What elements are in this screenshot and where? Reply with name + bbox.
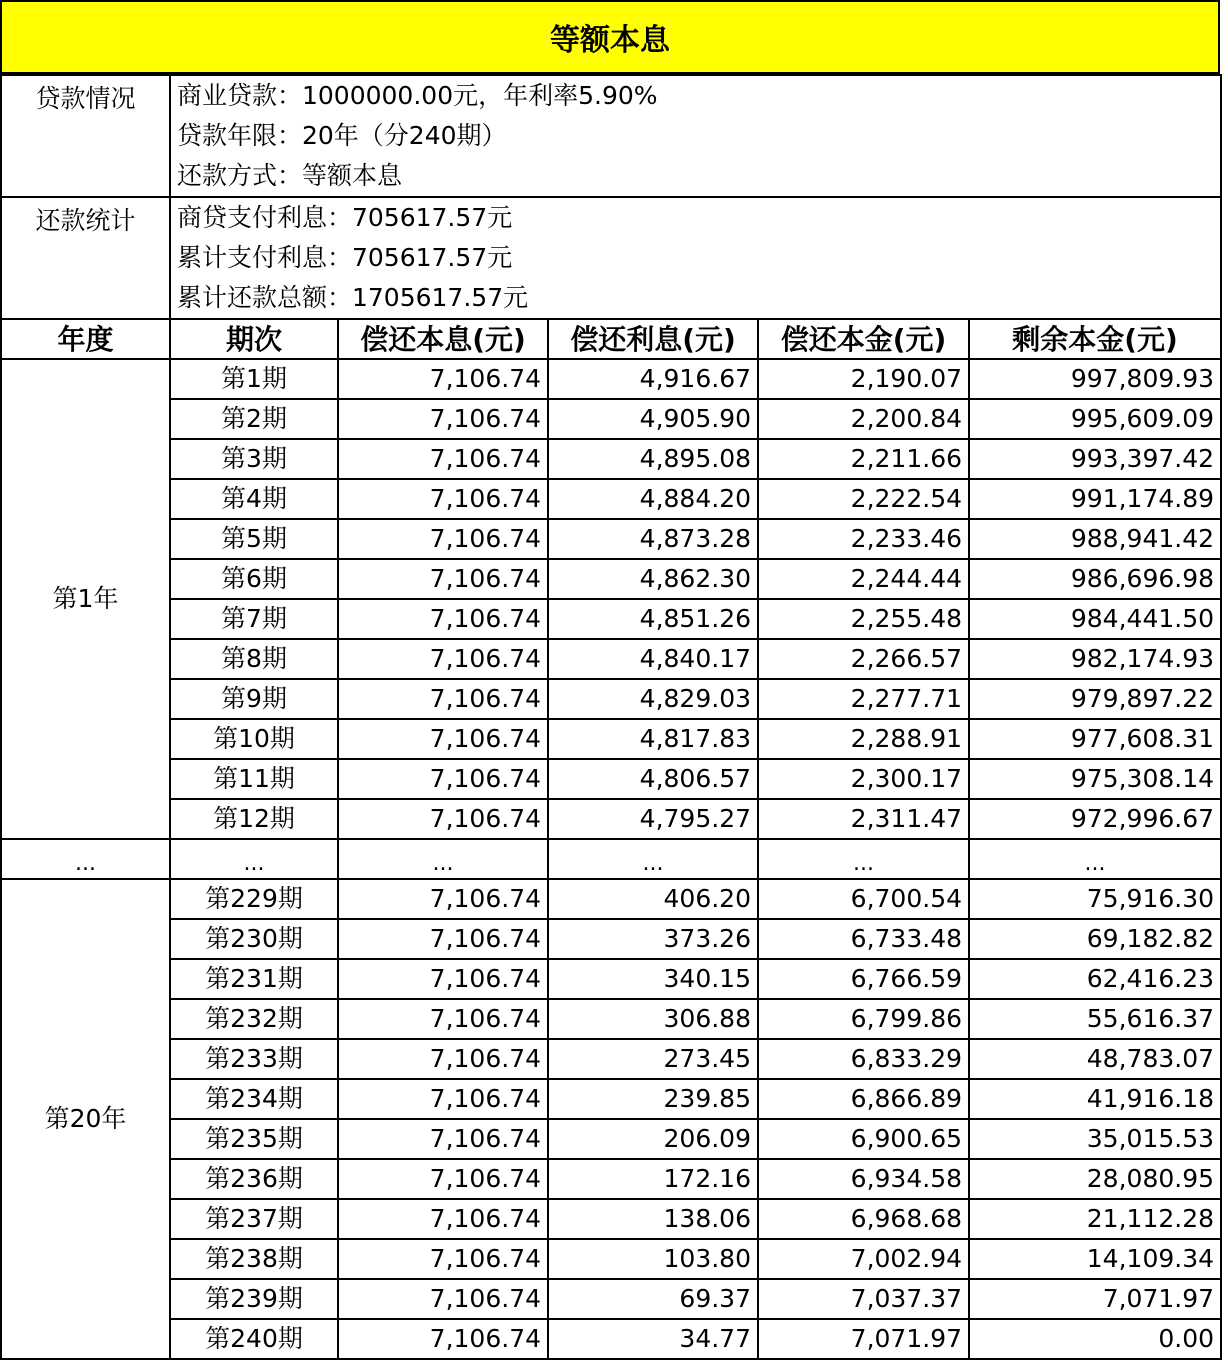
period-cell: 第3期	[170, 439, 338, 479]
table-row	[1, 879, 1221, 919]
table-row	[1, 999, 1221, 1039]
principal-cell: 2,255.48	[758, 599, 969, 639]
period-cell: 第237期	[170, 1199, 338, 1239]
period-cell: 第5期	[170, 519, 338, 559]
sheet-title: 等额本息	[0, 0, 1220, 74]
ellipsis-cell: ...	[338, 839, 548, 879]
principal-cell: 2,211.66	[758, 439, 969, 479]
interest-cell: 172.16	[548, 1159, 758, 1199]
remaining-cell: 975,308.14	[969, 759, 1221, 799]
loan-info-line: 贷款年限：20年（分240期）	[177, 121, 507, 150]
payment-cell: 7,106.74	[338, 799, 548, 839]
header-interest: 偿还利息(元)	[548, 319, 758, 359]
remaining-cell: 28,080.95	[969, 1159, 1221, 1199]
ellipsis-row	[1, 839, 1221, 879]
interest-cell: 4,895.08	[548, 439, 758, 479]
principal-cell: 2,266.57	[758, 639, 969, 679]
remaining-cell: 984,441.50	[969, 599, 1221, 639]
payment-cell: 7,106.74	[338, 399, 548, 439]
interest-cell: 4,817.83	[548, 719, 758, 759]
principal-cell: 6,700.54	[758, 879, 969, 919]
table-row	[1, 519, 1221, 559]
interest-cell: 69.37	[548, 1279, 758, 1319]
remaining-cell: 35,015.53	[969, 1119, 1221, 1159]
year-cell: 第20年	[1, 879, 170, 1359]
repay-stats-row	[1, 197, 1221, 319]
payment-cell: 7,106.74	[338, 559, 548, 599]
table-row	[1, 1239, 1221, 1279]
loan-info-label: 贷款情况	[1, 75, 170, 197]
repay-stats-label: 还款统计	[1, 197, 170, 319]
period-cell: 第11期	[170, 759, 338, 799]
remaining-cell: 55,616.37	[969, 999, 1221, 1039]
table-row	[1, 919, 1221, 959]
payment-cell: 7,106.74	[338, 959, 548, 999]
remaining-cell: 979,897.22	[969, 679, 1221, 719]
interest-cell: 4,851.26	[548, 599, 758, 639]
payment-cell: 7,106.74	[338, 879, 548, 919]
principal-cell: 2,222.54	[758, 479, 969, 519]
principal-cell: 6,766.59	[758, 959, 969, 999]
table-row	[1, 479, 1221, 519]
period-cell: 第230期	[170, 919, 338, 959]
interest-cell: 340.15	[548, 959, 758, 999]
remaining-cell: 988,941.42	[969, 519, 1221, 559]
table-row	[1, 399, 1221, 439]
interest-cell: 4,829.03	[548, 679, 758, 719]
interest-cell: 306.88	[548, 999, 758, 1039]
interest-cell: 4,795.27	[548, 799, 758, 839]
period-cell: 第240期	[170, 1319, 338, 1359]
remaining-cell: 14,109.34	[969, 1239, 1221, 1279]
period-cell: 第229期	[170, 879, 338, 919]
period-cell: 第236期	[170, 1159, 338, 1199]
ellipsis-cell: ...	[548, 839, 758, 879]
payment-cell: 7,106.74	[338, 359, 548, 399]
period-cell: 第1期	[170, 359, 338, 399]
period-cell: 第235期	[170, 1119, 338, 1159]
repay-stats-line: 累计支付利息：705617.57元	[177, 243, 513, 272]
principal-cell: 6,900.65	[758, 1119, 969, 1159]
table-row	[1, 1079, 1221, 1119]
payment-cell: 7,106.74	[338, 479, 548, 519]
interest-cell: 239.85	[548, 1079, 758, 1119]
ellipsis-cell: ...	[969, 839, 1221, 879]
interest-cell: 34.77	[548, 1319, 758, 1359]
interest-cell: 138.06	[548, 1199, 758, 1239]
principal-cell: 7,002.94	[758, 1239, 969, 1279]
payment-cell: 7,106.74	[338, 639, 548, 679]
table-row	[1, 799, 1221, 839]
payment-cell: 7,106.74	[338, 759, 548, 799]
period-cell: 第232期	[170, 999, 338, 1039]
remaining-cell: 991,174.89	[969, 479, 1221, 519]
principal-cell: 2,244.44	[758, 559, 969, 599]
interest-cell: 273.45	[548, 1039, 758, 1079]
repay-stats-line: 商贷支付利息：705617.57元	[177, 203, 513, 232]
period-cell: 第7期	[170, 599, 338, 639]
table-row	[1, 559, 1221, 599]
table-row	[1, 1199, 1221, 1239]
interest-cell: 4,873.28	[548, 519, 758, 559]
remaining-cell: 982,174.93	[969, 639, 1221, 679]
remaining-cell: 986,696.98	[969, 559, 1221, 599]
ellipsis-cell: ...	[758, 839, 969, 879]
period-cell: 第231期	[170, 959, 338, 999]
loan-info-line: 商业贷款：1000000.00元，年利率5.90%	[177, 81, 658, 110]
payment-cell: 7,106.74	[338, 1039, 548, 1079]
remaining-cell: 62,416.23	[969, 959, 1221, 999]
period-cell: 第9期	[170, 679, 338, 719]
table-row	[1, 639, 1221, 679]
table-row	[1, 1159, 1221, 1199]
remaining-cell: 7,071.97	[969, 1279, 1221, 1319]
period-cell: 第233期	[170, 1039, 338, 1079]
period-cell: 第2期	[170, 399, 338, 439]
header-payment: 偿还本息(元)	[338, 319, 548, 359]
remaining-cell: 977,608.31	[969, 719, 1221, 759]
interest-cell: 206.09	[548, 1119, 758, 1159]
payment-cell: 7,106.74	[338, 1199, 548, 1239]
period-cell: 第8期	[170, 639, 338, 679]
remaining-cell: 69,182.82	[969, 919, 1221, 959]
interest-cell: 4,806.57	[548, 759, 758, 799]
loan-info-line: 还款方式：等额本息	[177, 161, 403, 190]
principal-cell: 2,311.47	[758, 799, 969, 839]
remaining-cell: 21,112.28	[969, 1199, 1221, 1239]
principal-cell: 2,190.07	[758, 359, 969, 399]
table-row	[1, 359, 1221, 399]
payment-cell: 7,106.74	[338, 439, 548, 479]
interest-cell: 373.26	[548, 919, 758, 959]
principal-cell: 6,733.48	[758, 919, 969, 959]
principal-cell: 6,968.68	[758, 1199, 969, 1239]
period-cell: 第238期	[170, 1239, 338, 1279]
payment-cell: 7,106.74	[338, 1159, 548, 1199]
repayment-table	[0, 74, 1222, 1360]
payment-cell: 7,106.74	[338, 719, 548, 759]
loan-info-row	[1, 75, 1221, 197]
interest-cell: 4,905.90	[548, 399, 758, 439]
interest-cell: 4,884.20	[548, 479, 758, 519]
principal-cell: 6,934.58	[758, 1159, 969, 1199]
remaining-cell: 993,397.42	[969, 439, 1221, 479]
table-row	[1, 439, 1221, 479]
interest-cell: 4,862.30	[548, 559, 758, 599]
loan-info-details	[170, 75, 1221, 197]
period-cell: 第4期	[170, 479, 338, 519]
payment-cell: 7,106.74	[338, 679, 548, 719]
table-row	[1, 1039, 1221, 1079]
interest-cell: 406.20	[548, 879, 758, 919]
header-year: 年度	[1, 319, 170, 359]
header-period: 期次	[170, 319, 338, 359]
payment-cell: 7,106.74	[338, 1319, 548, 1359]
period-cell: 第234期	[170, 1079, 338, 1119]
table-row	[1, 1319, 1221, 1359]
table-row	[1, 959, 1221, 999]
payment-cell: 7,106.74	[338, 1239, 548, 1279]
table-row	[1, 679, 1221, 719]
payment-cell: 7,106.74	[338, 1279, 548, 1319]
period-cell: 第6期	[170, 559, 338, 599]
table-row	[1, 759, 1221, 799]
period-cell: 第12期	[170, 799, 338, 839]
period-cell: 第239期	[170, 1279, 338, 1319]
remaining-cell: 75,916.30	[969, 879, 1221, 919]
principal-cell: 2,288.91	[758, 719, 969, 759]
period-cell: 第10期	[170, 719, 338, 759]
principal-cell: 7,071.97	[758, 1319, 969, 1359]
repay-stats-line: 累计还款总额：1705617.57元	[177, 283, 529, 312]
table-row	[1, 719, 1221, 759]
principal-cell: 6,833.29	[758, 1039, 969, 1079]
header-principal: 偿还本金(元)	[758, 319, 969, 359]
remaining-cell: 0.00	[969, 1319, 1221, 1359]
remaining-cell: 48,783.07	[969, 1039, 1221, 1079]
principal-cell: 2,277.71	[758, 679, 969, 719]
remaining-cell: 995,609.09	[969, 399, 1221, 439]
remaining-cell: 972,996.67	[969, 799, 1221, 839]
interest-cell: 4,916.67	[548, 359, 758, 399]
payment-cell: 7,106.74	[338, 599, 548, 639]
payment-cell: 7,106.74	[338, 1119, 548, 1159]
ellipsis-cell: ...	[1, 839, 170, 879]
table-row	[1, 1279, 1221, 1319]
repay-stats-details	[170, 197, 1221, 319]
header-remaining: 剩余本金(元)	[969, 319, 1221, 359]
principal-cell: 7,037.37	[758, 1279, 969, 1319]
year-cell: 第1年	[1, 359, 170, 839]
principal-cell: 2,200.84	[758, 399, 969, 439]
principal-cell: 6,866.89	[758, 1079, 969, 1119]
payment-cell: 7,106.74	[338, 1079, 548, 1119]
ellipsis-cell: ...	[170, 839, 338, 879]
interest-cell: 103.80	[548, 1239, 758, 1279]
header-row	[1, 319, 1221, 359]
table-row	[1, 599, 1221, 639]
payment-cell: 7,106.74	[338, 519, 548, 559]
payment-cell: 7,106.74	[338, 999, 548, 1039]
remaining-cell: 41,916.18	[969, 1079, 1221, 1119]
interest-cell: 4,840.17	[548, 639, 758, 679]
principal-cell: 2,300.17	[758, 759, 969, 799]
principal-cell: 6,799.86	[758, 999, 969, 1039]
payment-cell: 7,106.74	[338, 919, 548, 959]
principal-cell: 2,233.46	[758, 519, 969, 559]
table-row	[1, 1119, 1221, 1159]
remaining-cell: 997,809.93	[969, 359, 1221, 399]
